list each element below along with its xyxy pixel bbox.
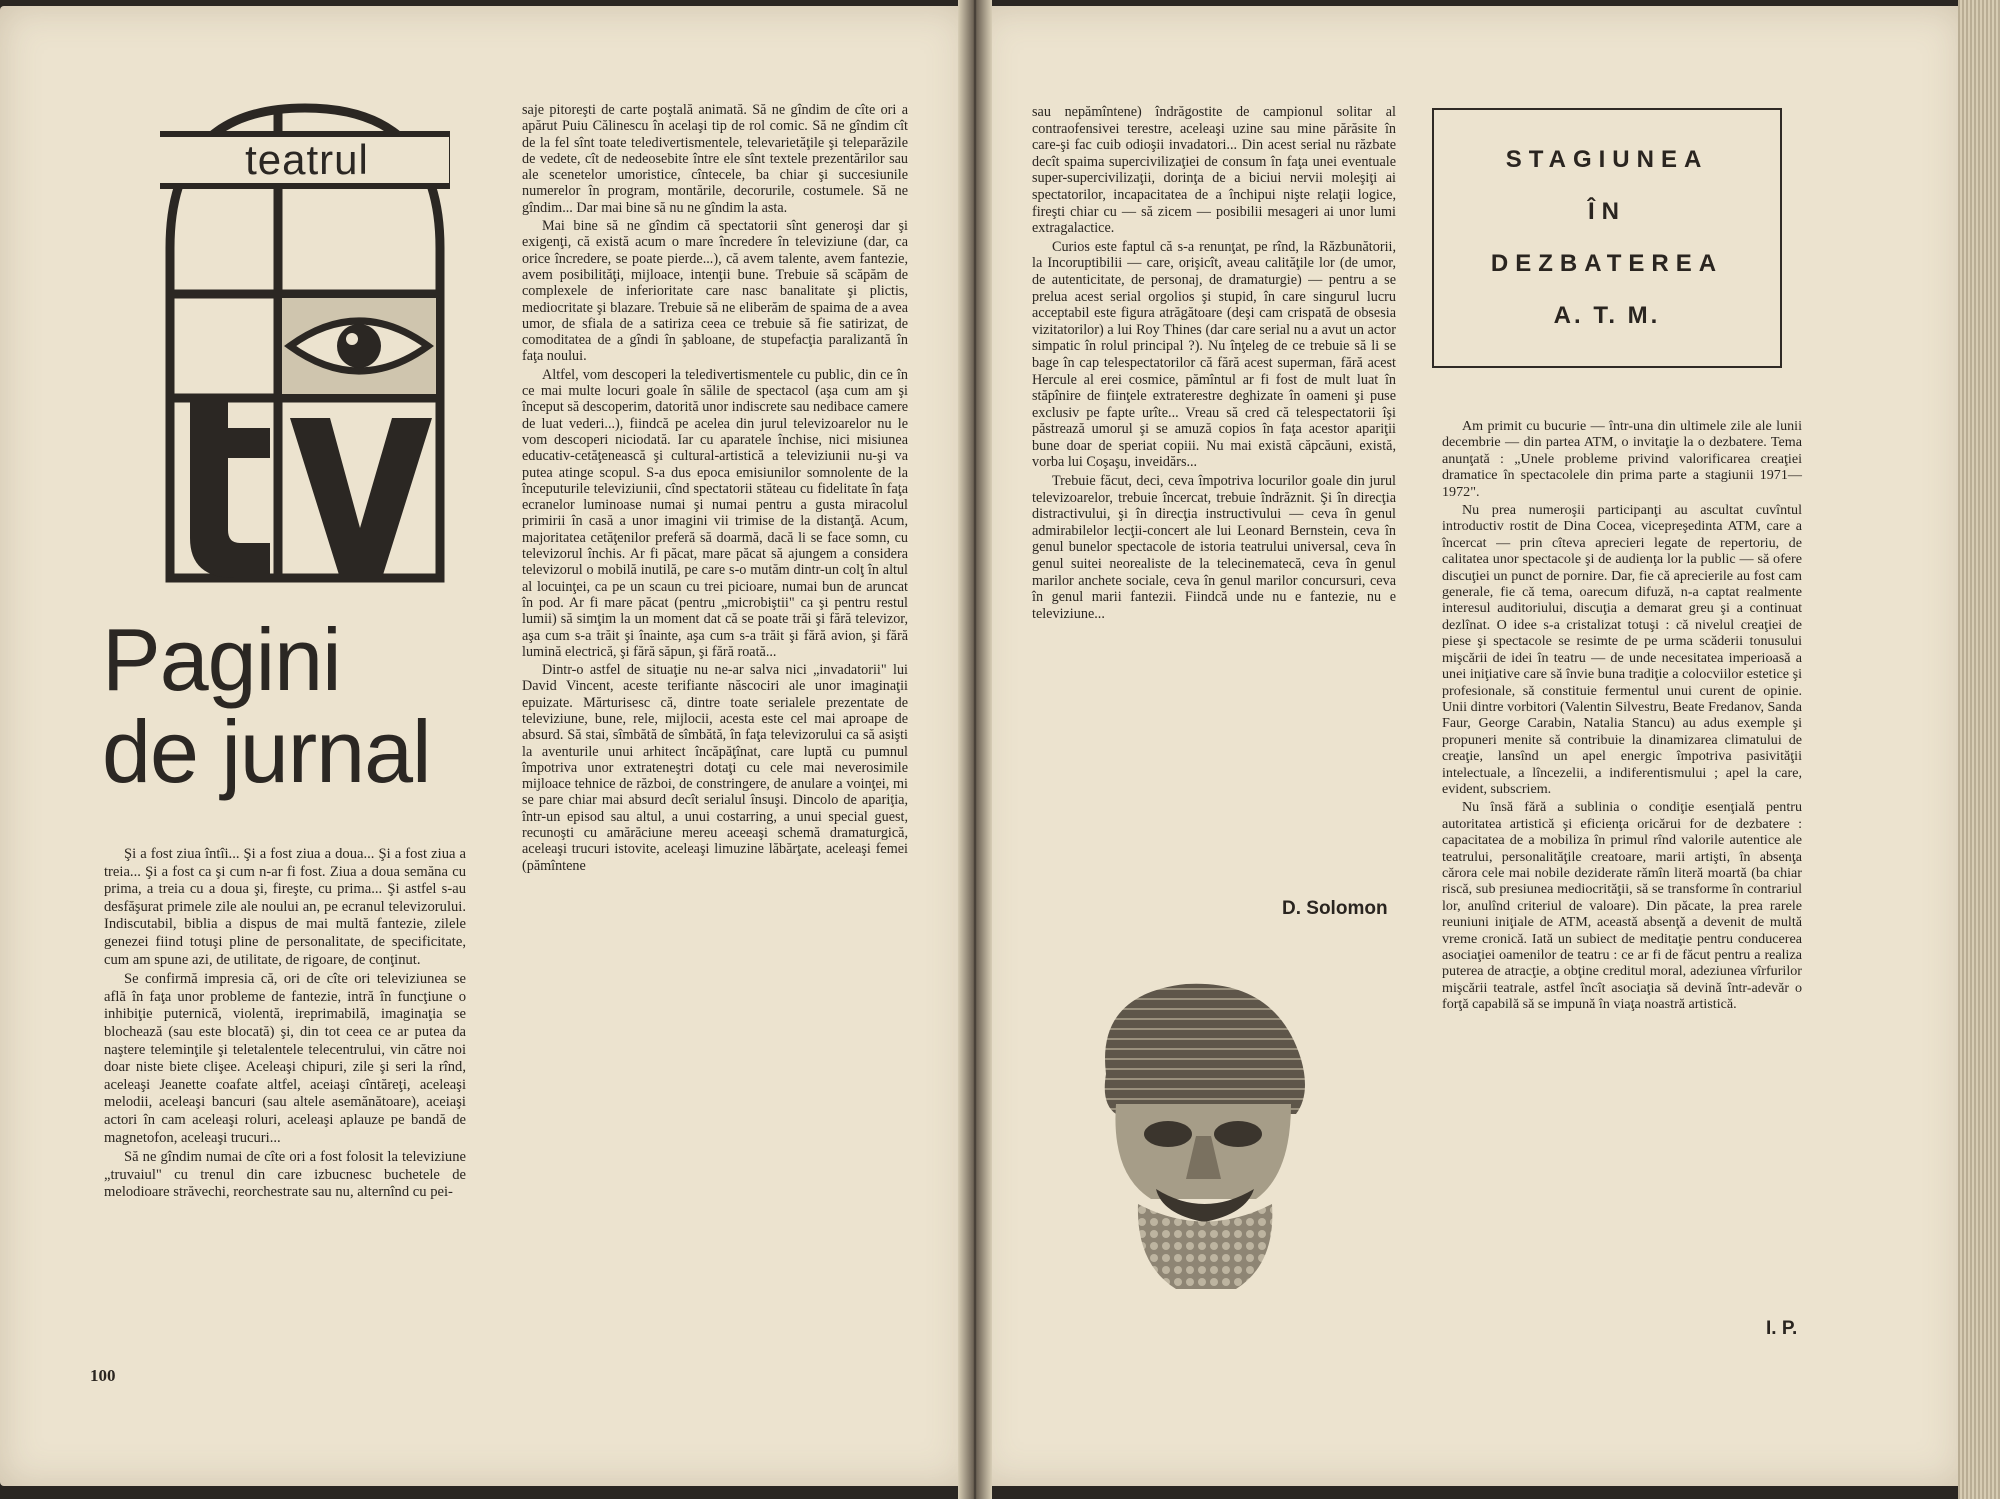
paragraph: sau nepămîntene) îndrăgostite de campionul solitar al contraofensivei terestre, aceleaşi uzine sau mine părăsite în care-şi fac cuib odioşii invadatori... Din acest serial nu răzbate decît spaima supercivilizaţiei de consum în faţa unei eventuale super-supercivilizaţii, dorinţa de a biciui nervii moleşiţi ai spectatorilor, incapacitatea de a închipui nişte relaţii logice, fireşti chiar cu — să zicem — posibilii mesageri ai unor lumi extragalactice. [1032, 104, 1396, 237]
author-initials: I. P. [1766, 1318, 1798, 1339]
page-number: 100 [90, 1366, 116, 1385]
paragraph: Se confirmă impresia că, ori de cîte ori televiziunea se află în faţa unor probleme de fantezie, intră în funcţiune o inhibiţie puternică, violentă, ireprimabilă, imaginaţia se blochează (sau este blocată) şi, din tot ceea ce ar putea da naştere teleminţile şi teletalentele telecentrului, vin către noi doar niste biete clişee. Aceleaşi chipuri, zile şi seri la rînd, aceleaşi Jeanette coafate altfel, aceiaşi cîntăreţi, aceleaşi melodii, aceleaşi bancuri (sau altele asemănătoare), aceiaşi actori în cam aceleaşi roluri, aceleaşi aplauze pe bandă de magnetofon, aceleaşi trucuri... [104, 971, 466, 1146]
right-page [976, 6, 1964, 1486]
paragraph: Mai bine să ne gîndim că spectatorii sînt generoşi dar şi exigenţi, că există acum o mare încredere în televiziune (dar, ca orice încredere, se poate pierde...), că avem talente, avem fantezie, avem posibilităţi, mijloace, intenţii bune. Trebuie să scăpăm de complexele de inferioritate care nasc banalitate şi plictis, mediocritate şi blazare. Trebuie să ne eliberăm de spaima de a avea umor, de sfiala de a satiriza ceea ce trebuie să fie satirizat, de comoditatea de a gîndi în şabloane, de stupefacţia paralizantă în faţa noului. [522, 218, 908, 365]
title-line-2: ÎN [1588, 198, 1626, 225]
theatre-mask-illustration [1076, 964, 1326, 1294]
paragraph: Trebuie făcut, deci, ceva împotriva locurilor goale din jurul televizoarelor, trebuie încercat, trebuie îndrăznit. Şi în direcţia distractivului, şi în direcţia instructivului — ceva în genul admirabilelor lecţii-concert ale lui Leonard Bernstein, ceva în genul bunelor spectacole de istoria teatrului universal, ceva în genul suitei neorealiste de la telecinematecă, ceva în genul marilor anchete sociale, ceva în genul marilor concursuri, ceva în genul marii fantezii. Fiindcă unde nu e fantezie, nu e televiziune... [1032, 473, 1396, 622]
paragraph: Am primit cu bucurie — într-una din ultimele zile ale lunii decembrie — din partea ATM, o invitaţie la o dezbatere. Tema anunţată : „Unele probleme privind valorificarea creaţiei dramatice în spectacolele din prima parte a stagiunii 1971—1972". [1442, 418, 1802, 500]
book-gutter [958, 0, 992, 1499]
article-heading [102, 610, 431, 801]
right-column-2 [1442, 418, 1802, 1015]
logo-word-teatrul: teatrul [245, 136, 369, 183]
paragraph: Să ne gîndim numai de cîte ori a fost folosit la televiziune „truvaiul" cu trenul din care izbucnesc buchetele de melodioare străvechi, reorchestrate sau nu, alternînd cu pei- [104, 1149, 466, 1201]
paragraph: saje pitoreşti de carte poştală animată. Să ne gîndim de cîte ori a apărut Puiu Călinescu în acelaşi tip de rol comic. Să ne gîndim cît de la fel sînt toate teledivertismentele, televarietăţile şi teleparăzile de vedete, cît de nedeosebite între ele sînt textele prezentărilor sau ale scenetelor umoristice, cîntecele, ba chiar şi succesiunile numerelor în program, montările, decorurile, costumele. Să ne gîndim... Dar mai bine să nu ne gîndim la asta. [522, 102, 908, 216]
mask-icon [1076, 964, 1326, 1294]
paragraph: Şi a fost ziua întîi... Şi a fost ziua a doua... Şi a fost ziua a treia... Şi a fost ca şi cum n-ar fi fost. Ziua a doua semăna cu prima, a treia cu a doua şi, fireşte, cu prima... Şi astfel s-au desfăşurat primele zile ale noului an, pe ecranul televizorului. Indiscutabil, biblia a dispus de mai multă fantezie, zilele genezei fiind totuşi pline de personalitate, de specificitate, cum am spune azi, de utilitate, de rigoare, de conţinut. [104, 846, 466, 968]
paragraph: Nu însă fără a sublinia o condiţie esenţială pentru autoritatea artistică şi eficienţa oricărui for de dezbatere : capacitatea de a mobiliza în primul rînd valorile autentice ale teatrului, personalităţile creatoare, marii artişti, în absenţa cărora cele mai nobile deziderate rămîn literă moartă (ba chiar riscă, sub presiunea mediocrităţii, să se transforme în contrariul lor, anulînd criteriul de valoare). Din păcate, la prea rarele reuniuni iniţiale de ATM, această absenţă a devenit de multă vreme cronică. Iată un subiect de meditaţie pentru conducerea asociaţiei oamenilor de teatru : ce ar fi de făcut pentru a realiza puterea de atracţie, a obţine creditul moral, adeziunea vîrfurilor mişcării teatrale, astfel încît asociaţia să devină într-adevăr o forţă capabilă să se impună în viaţa noastră artistică. [1442, 799, 1802, 1013]
title-line-3: DEZBATEREA [1490, 250, 1724, 277]
heading-line-1: Pagini [102, 610, 341, 709]
title-line-4: A. T. M. [1553, 302, 1661, 329]
page-edges [1958, 0, 2000, 1499]
paragraph: Curios este faptul că s-a renunţat, pe rînd, la Răzbunătorii, la Incoruptibilii — care, orişicît, aveau calităţile lor (de umor, de autenticitate, de personaj, de dramaturgie) — pentru a se prelua acest serial orgolios şi stupid, în care singurul lucru acceptabil este figura atrăgătoare (deşi cam crispată de obsesia vizitatorilor) a lui Roy Thines (dar care serial nu a avut un actor simpatic în rolul principal ?). Nu înţeleg de ce trebuie să li se bage în cap telespectatorilor că fără acest superman, fără acest Hercule al erei cosmice, pămîntul ar fi fost de mult luat în stăpînire de fiinţele extraterestre deghizate în oameni şi puse exclusiv pe fapte urîte... Vreau să cred că telespectatorii îşi păstrează umorul şi se amuză copios în faţa acestor apariţii bune doar de speriat copiii. Nu mai există căpcăuni, există, vorba lui Coşaşu, inveidărs... [1032, 238, 1396, 471]
teatrul-tv-logo [160, 98, 450, 588]
heading-line-2: de jurnal [102, 702, 431, 801]
left-column-1 [104, 846, 466, 1204]
author-signature: D. Solomon [1282, 898, 1388, 919]
title-line-1: STAGIUNEA [1505, 146, 1709, 173]
paragraph: Altfel, vom descoperi la teledivertismentele cu public, din ce în ce mai multe locuri goale în sălile de spectacol (aşa cum am şi început să descoperim, datorită unor indiscrete sau nedibace camere de luat vederi...), fiindcă pe acelea din jurul televizoarelor nu le vom descoperi niciodată. Iar cu aparatele închise, nici misiunea educativ-cetăţenească şi cultural-artistică a televiziunii nu-şi va putea atinge scopul. S-a dus epoca emisiunilor somnolente de la începuturile televiziunii, cînd spectatorii stăteau cu fidelitate în faţa ecranelor luminoase numai şi numai pentru a gusta miracolul primirii în casă a unor imagini vii trimise de la distanţă. Acum, majoritatea cetăţenilor preferă să doarmă, dacă li se face somn, cu televizorul închis. Ar fi păcat, mare păcat să ajungem a considera televizorul o mobilă inutilă, pe care s-o mutăm dintr-un colţ în altul al locuinţei, ca pe un scaun cu trei picioare, numai bun de aruncat în pod. Ar fi mare păcat (pentru „microbiştii" ca şi pentru restul lumii) să simţim la un moment dat că se poate trăi şi fără televizor, aşa cum s-a trăit şi înainte, aşa cum s-a trăit şi fără avion, şi fără lumină electrică, şi fără săpun, şi fără roată... [522, 366, 908, 660]
paragraph: Dintr-o astfel de situaţie nu ne-ar salva nici „invadatorii" lui David Vincent, aceste terifiante născociri ale unor imaginaţii epuizate. Mărturisesc că, dintre toate serialele prezentate de televiziune, bune, rele, mijlocii, acesta este cel mai aproape de absurd. Să stai, sîmbătă de sîmbătă, în faţa televizorului ca să asişti la aventurile unui arhitect încăpăţînat, care luptă cu pumnul împotriva unor extrateneştri dotaţi cu cele mai neverosimile mijloace tehnice de război, de constringere, de anulare a voinţei, mi se pare chiar mai absurd decît serialul însuşi. Dincolo de apariţia, într-un episod sau altul, a unui costarring, a unui special guest, recunoşti cu amărăciune mereu aceeaşi schemă dramaturgică, aceleaşi trucuri istovite, aceleaşi limuzine lăbărţate, aceleaşi femei (pămîntene [522, 662, 908, 874]
right-column-1 [1032, 104, 1396, 624]
article-title-box [1432, 108, 1782, 368]
left-page [0, 6, 968, 1486]
paragraph: Nu prea numeroşii participanţi au ascultat cuvîntul introductiv rostit de Dina Cocea, vicepreşedinta ATM, care a încercat — prin cîteva aprecieri legate de repertoriu, de calitatea unor spectacole şi de audienţa lor la public — să ofere discuţiei un punct de pornire. Dar, fie că aprecierile au fost cam generale, fie că tema, oarecum difuză, n-a captat realmente interesul auditoriului, discuţia a demarat greu şi a continuat dezlînat. O idee s-a cristalizat totuşi : că nivelul creaţiei de piese şi spectacole se resimte de pe urma scăderii tonusului mişcării de idei în teatru — de unde necesitatea imperioasă a unei iniţiative care să învie buna tradiţie a colocviilor estetice şi profesionale, să constituie fermentul unui curent de opinie. Unii dintre vorbitori (Valentin Silvestru, Beate Fredanov, Sanda Faur, George Carabin, Natalia Stancu) au adus exemple şi propuneri menite să contribuie la dinamizarea climatului de creaţie, lansînd un apel energic împotriva pasivităţii intelectuale, a lîncezelii, a indiferentismului ; apel la care, evident, subscriem. [1442, 502, 1802, 797]
left-column-2 [522, 102, 908, 876]
